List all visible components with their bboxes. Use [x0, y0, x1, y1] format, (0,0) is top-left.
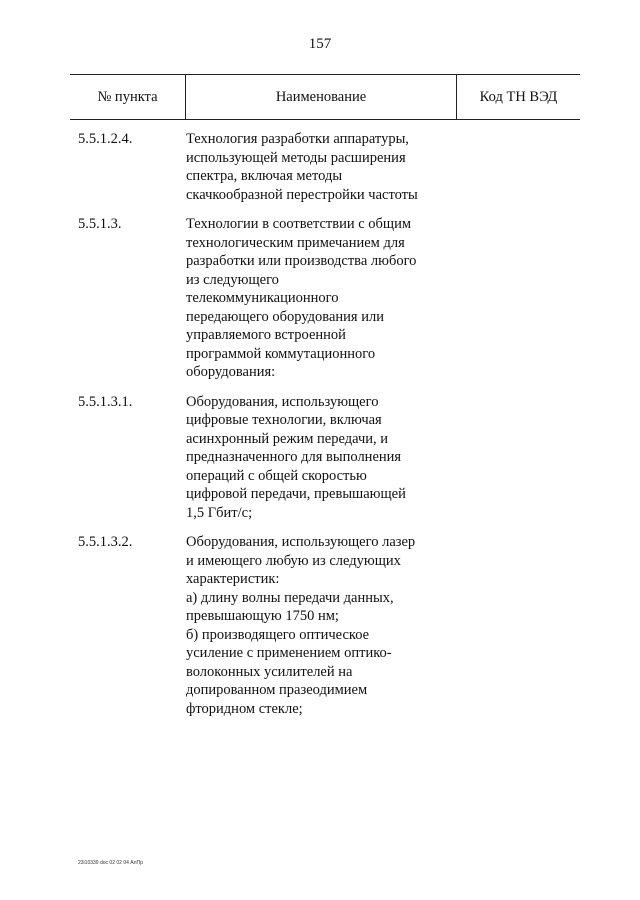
page-number: 157	[308, 36, 332, 52]
text-line: телекоммуникационного	[186, 290, 339, 306]
text-line: и имеющего любую из следующих	[186, 552, 401, 569]
header-name: Наименование	[185, 75, 457, 119]
text-line: 1,5 Гбит/с;	[186, 504, 253, 521]
text-line: превышающую 1750 нм;	[186, 608, 339, 624]
text-line: характеристик:	[186, 571, 280, 587]
item-description	[186, 533, 456, 718]
text-line: управляемого встроенной	[186, 327, 346, 343]
text-line: Оборудования, использующего	[186, 393, 379, 410]
text-line: из следующего	[186, 271, 279, 288]
header-item-number: № пункта	[97, 88, 158, 105]
item-number: 5.5.1.3.	[78, 216, 122, 232]
text-line: операций с общей скоростью	[186, 467, 367, 484]
text-line: усиление с применением оптико-	[186, 645, 392, 661]
text-line: Технология разработки аппаратуры,	[186, 131, 409, 147]
item-number: 5.5.1.2.4.	[78, 131, 133, 147]
text-line: разработки или производства любого	[186, 253, 417, 269]
text-line: передающего оборудования или	[186, 308, 384, 325]
item-description	[186, 130, 456, 204]
text-line: Технологии в соответствии с общим	[186, 216, 412, 232]
table-row	[0, 215, 640, 382]
text-line: цифровые технологии, включая	[186, 412, 382, 428]
table-row	[0, 533, 640, 718]
text-line: технологическим примечанием для	[186, 234, 405, 251]
text-line: фторидном стекле;	[186, 700, 303, 717]
text-line: цифровой передачи, превышающей	[186, 486, 406, 502]
table-row	[0, 393, 640, 523]
item-description	[186, 215, 456, 382]
text-line: Оборудования, использующего лазер	[186, 534, 416, 550]
text-line: скачкообразной перестройки частоты	[186, 186, 418, 203]
item-description	[186, 393, 456, 523]
text-line: использующей методы расширения	[186, 149, 406, 166]
text-line: предназначенного для выполнения	[186, 449, 402, 465]
item-number: 5.5.1.3.2.	[78, 534, 133, 550]
table-body	[0, 130, 640, 729]
text-line: б) производящего оптическое	[186, 626, 370, 643]
text-line: оборудования:	[186, 364, 276, 380]
table-row	[0, 130, 640, 204]
text-line: а) длину волны передачи данных,	[186, 589, 394, 606]
text-line: программой коммутационного	[186, 345, 376, 362]
text-line: асинхронный режим передачи, и	[186, 430, 389, 447]
table-header	[70, 74, 580, 120]
header-code: Код ТН ВЭД	[479, 88, 558, 105]
text-line: допированном празеодимием	[186, 682, 368, 698]
text-line: спектра, включая методы	[186, 168, 343, 184]
document-footer: 23i10339 doc 02 02 04 АлПр	[78, 860, 143, 866]
item-number: 5.5.1.3.1.	[78, 393, 133, 410]
text-line: волоконных усилителей на	[186, 663, 353, 680]
